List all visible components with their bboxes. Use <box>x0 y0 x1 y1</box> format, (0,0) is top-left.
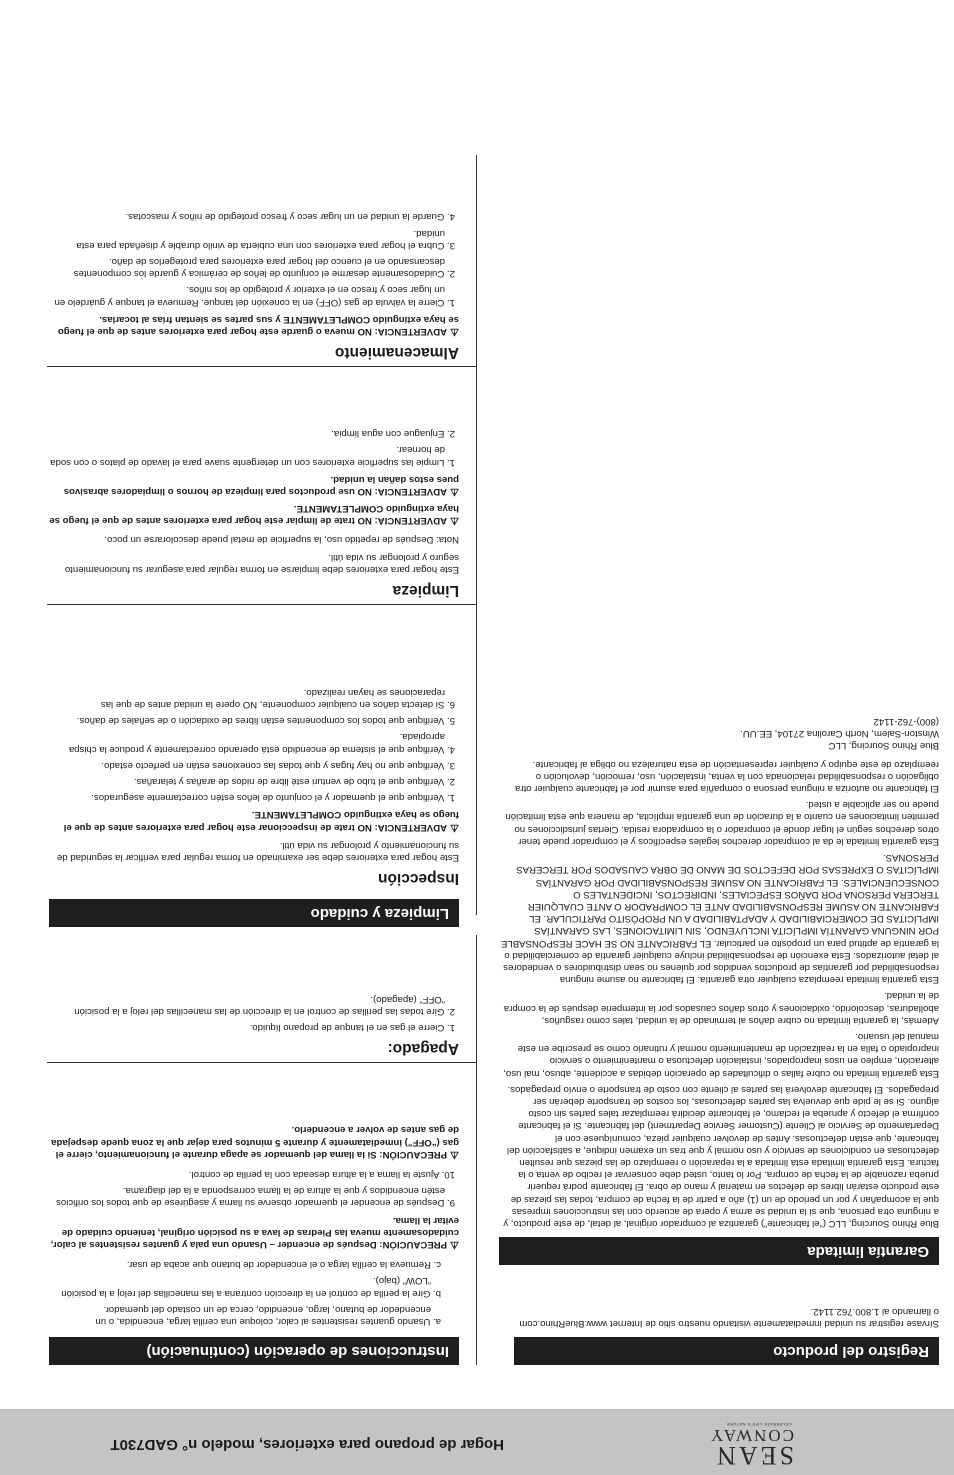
logo-word-2: CONWAY <box>708 1426 794 1445</box>
step-10: 10. Ajuste la llama a la altura deseada con la perilla de control. <box>188 1168 455 1180</box>
caution-flame-out <box>49 1123 459 1160</box>
divider-apagado <box>47 1062 477 1063</box>
registro-text: Sírvase registrar su unidad inmediatamente visitando nuestro sitio de Internet www.BlueRhino.com o llamando al 1.800.762.1142. <box>519 1305 939 1329</box>
inspeccion-step-4: 4. Verifique que el sistema de encendido está operando correctamente y produce la chispa apropiada. <box>68 731 455 755</box>
almacenamiento-step-1: 1. Cierre la válvula de gas (OFF) en la conexión del tanque. Remueva el tanque y guárdelo en un lugar seco y fresco en el exterior y protegido de los niños. <box>54 284 455 308</box>
inspeccion-heading: Inspección <box>378 870 459 887</box>
warning-triangle-icon: ⚠ <box>450 326 459 337</box>
inspeccion-warning <box>49 808 459 832</box>
step-b: b. Gire la perilla de control en la dirección contraria a las manecillas del reloj a la posición “LOW” (bajo). <box>61 1275 441 1299</box>
step-a: a. Usando guantes resistentes al calor, coloque una cerilla larga, encendida, o un encendedor de butano, largo, encendido, cerca de un costado del quemador. <box>95 1303 441 1327</box>
registro-section <box>514 1301 939 1365</box>
almacenamiento-warning-text: ADVERTENCIA: NO mueva o guarde este hogar para exteriores antes de que el fuego se haya extinguido COMPLETAMENTE y sus partes se sientan frías al tocarlas. <box>57 313 459 337</box>
limpieza-step-1: 1. Limpie las superficie exteriores con un detergente suave para el lavado de platos o con soda de hornear. <box>50 444 455 468</box>
warning-triangle-icon: ⚠ <box>450 821 459 833</box>
inspeccion-step-6: 6. Si detecta daños en cualquier componente, NO opere la unidad antes de que las reparaciones se hayan realizado. <box>100 686 455 710</box>
limpieza-cuidado-section <box>49 899 459 927</box>
address-city: Winston-Salem, North Carolina 27104, EE.UU. <box>740 728 939 740</box>
divider-almacenamiento <box>47 366 477 367</box>
limpieza-section <box>49 423 459 599</box>
limpieza-intro: Este hogar para exteriores debe limpiarse en forma regular para asegurar su funcionamiento seguro y prolongar su vida útil. <box>64 551 459 575</box>
limpieza-warning-2 <box>49 473 459 497</box>
apagado-step-1: 1. Cierre el gas en el tanque de propano líquido. <box>249 1022 455 1033</box>
apagado-heading: Apagado: <box>387 1040 459 1057</box>
page-header <box>0 1409 954 1475</box>
almacenamiento-step-2: 2. Cuidadosamente desarme el conjunto de leños de cerámica y guarde los componentes descansando en el cuenco del hogar para exteriores para protegerlos de daño. <box>73 255 455 280</box>
apagado-step-2: 2. Gire todas las perillas de control en la dirección de las manecillas del reloj a la posición “OFF” (apagado). <box>74 993 455 1017</box>
garantia-paragraph-5: Esta garantía limitada le da al comprador derechos legales específicos y el comprador puede tener otros derechos según el lugar donde el comprador o la compradora resida. Ciertas jurisdicciones no permiten limitaciones en cuanto a la duración de una garantía implícita, de manera que esta limitación puede no ser aplicable a usted. <box>505 799 939 847</box>
caution-after-lighting <box>49 1213 459 1250</box>
inspeccion-step-3: 3. Verifique que no hay fugas y que todas las conexiones están en perfecto estado. <box>101 759 455 771</box>
inspeccion-intro: Este hogar para exteriores debe ser examinado en forma regular para verificar la seguridad de su funcionamiento y prolongar su vida útil. <box>56 839 459 863</box>
garantia-paragraph-2: Esta garantía limitada no cubre fallas o dificultades de operación debidas a accidente, abuso, mal uso, alteración, empleo en usos inapropiados, instalación defectuosa o mantenimiento o servicio inapropiado o falla en la realización de mantenimiento normal y rutinario como se prescribe en este manual del usuario. <box>503 1030 939 1079</box>
garantia-paragraph-1: Blue Rhino Sourcing, LLC (“el fabricante”) garantiza al comprador original, al detal, de este producto, y a ninguna otra persona, que si la unidad se arma y opera de acuerdo con las instrucciones impresas que la acompañan y por un periodo de un (1) año a partir de la fecha de compra, todas las piezas de este producto estarán libres de defectos en material y mano de obra. El fabricante podrá requerir prueba razonable de la fecha de compra. Por lo tanto, usted debe conservar el recibo de venta o la factura. Esta garantía limitada está limitada a la reparación o reemplazo de las piezas que resulten defectuosas en condiciones de servicio y uso normal y que tras un examen indique, a satisfacción del fabricante, que están defectuosas. Antes de devolver cualquier pieza, comuníquese con el Departamento de Servicio al Cliente (Customer Service Department) del fabricante. Si el fabricante confirma el defecto y aprueba el reclamo, el fabricante decidirá reemplazar tales partes sin costo alguno. Si se le pide que devuelva las partes defectuosas, los costos de transporte deberán ser prepagados. El fabricante devolverá las partes al cliente con costo de transporte o envío prepagados. <box>503 1083 939 1229</box>
warning-triangle-icon: ⚠ <box>450 1238 459 1250</box>
inspeccion-step-1: 1. Verifique que el quemador y el conjunto de leños estén correctamente asegurados. <box>91 792 455 804</box>
inspeccion-section <box>49 682 459 887</box>
limpieza-warning-1-text: ADVERTENCIA: NO trate de limpiar este hogar para exteriores antes de que el fuego se haya extinguido COMPLETAMENTE. <box>49 503 459 527</box>
step-c: c. Remueva la cerilla larga o el encendedor de butano que acaba de usar. <box>126 1259 441 1271</box>
document-title: Hogar de propano para exteriores, modelo n° GAD730T <box>110 1436 504 1453</box>
garantia-paragraph-4: Esta garantía limitada reemplaza cualquier otra garantía. El fabricante no asume ninguna responsabilidad por garantías de productos vendidos por quienes no sean distribuidores o vendedores al detal autorizados. Esta exención de responsabilidad incluye cualquier garantía de comerciabilidad o la garantía de aptitud para un propósito en particular. EL FABRICANTE NO SE HACE RESPONSABLE POR NINGUNA GARANTÍA IMPLÍCITA INCLUYENDO, SIN LIMITACIONES, LAS GARANTÍAS IMPLÍCITAS DE COMERCIABILIDAD Y ADAPTABILIDAD A UN PROPÓSITO PARTICULAR. EL FABRICANTE NO ASUME RESPONSABILIDAD ANTE EL COMPRADOR O ANTE CUALQUIER TERCERA PERSONA POR DAÑOS ESPECIALES, INDIRECTOS, INCIDENTALES O CONSECUENCIALES. EL FABRICANTE NO ASUME RESPONSABILIDAD POR GARANTÍAS IMPLÍCITAS O EXPRESAS POR DEFECTOS DE MANO DE OBRA CAUSADOS POR TERCERAS PERSONAS. <box>501 852 939 986</box>
logo-tagline: CELEBRATE LIFE'S NATURE <box>726 1422 792 1427</box>
column-divider-bottom <box>476 155 477 915</box>
almacenamiento-step-3: 3. Cubra el hogar para exteriores con una cubierta de vinilo durable y diseñada para esta unidad. <box>76 227 455 251</box>
almacenamiento-warning <box>49 313 459 337</box>
almacenamiento-heading: Almacenamiento <box>334 344 459 361</box>
address-phone: (800)-762-1142 <box>873 716 939 728</box>
garantia-section <box>499 715 939 1265</box>
caution-after-lighting-text: PRECAUCIÓN: Después de encender – Usando una pala y guantes resistentes al calor, cuidadosamente mueva las Piedras de lava a su posición original, teniendo cuidado de evitar la llama. <box>50 1214 459 1250</box>
divider-limpieza <box>47 604 477 605</box>
limpieza-heading: Limpieza <box>392 582 459 599</box>
limpieza-note: Nota: Después de repetido uso, la superficie de metal puede descolorarse un poco. <box>104 533 459 545</box>
manufacturer-address <box>499 715 939 752</box>
limpieza-cuidado-heading-bar: Limpieza y cuidado <box>49 899 459 927</box>
caution-flame-out-text: PRECAUCIÓN: Si la llama del quemador se apaga durante el funcionamiento, cierre el gas (“OFF”) inmediatamente y durante 5 minutos para dejar que la zona quede despejada de gas antes de volver a encenderlo. <box>51 1124 459 1160</box>
almacenamiento-section <box>49 206 459 361</box>
limpieza-step-2: 2. Enjuague con agua limpia. <box>331 428 455 440</box>
logo-word-1: SEAN <box>714 1441 794 1470</box>
inspeccion-step-5: 5. Verifique que todos los componentes están libres de oxidación o de señales de daños. <box>76 715 455 727</box>
inspeccion-step-2: 2. Verifique que el tubo de venturi esté libre de nidos de arañas y telarañas. <box>133 775 455 787</box>
column-divider-top <box>476 935 477 1365</box>
almacenamiento-step-4: 4. Guarde la unidad en un lugar seco y fresco protegido de niños y mascotas. <box>125 211 455 223</box>
brand-logo <box>708 1421 794 1470</box>
warning-triangle-icon: ⚠ <box>450 515 459 527</box>
limpieza-warning-2-text: ADVERTENCIA: NO use productos para limpieza de hornos o limpiadores abrasivos pues estos dañan la unidad. <box>63 473 459 497</box>
registro-heading-bar: Registro del producto <box>514 1337 939 1365</box>
garantia-paragraph-3: Además, la garantía limitada no cubre daños al terminado de la unidad, tales como rasguños, abolladuras, descolorido, oxidaciones y otros daños causados por la intemperie después de la compra de la unidad. <box>503 990 939 1026</box>
step-9: 9. Después de encender el quemador observe su llama y asegúrese de que todos los orificios estén encendidos y que la altura de la llama corresponda a la del diagrama. <box>56 1185 455 1209</box>
limpieza-warning-1 <box>49 502 459 526</box>
instrucciones-heading-bar: Instrucciones de operación (continuación) <box>49 1337 459 1365</box>
instrucciones-section <box>49 1118 459 1365</box>
inspeccion-warning-text: ADVERTENCIA: NO trate de inspeccionar este hogar para exteriores antes de que el fuego se haya extinguido COMPLETAMENTE. <box>63 809 459 833</box>
garantia-paragraph-6: El fabricante no autoriza a ninguna persona o compañía para asumir por el fabricante cualquier otra obligación o responsabilidad relacionada con la venta, instalación, uso, remoción, devolución o reemplazo de este equipo y cualquier representación de esta naturaleza no obliga al fabricante. <box>515 758 939 795</box>
warning-triangle-icon: ⚠ <box>450 1148 459 1160</box>
warning-triangle-icon: ⚠ <box>450 485 459 497</box>
apagado-section <box>49 988 459 1057</box>
garantia-heading-bar: Garantía limitada <box>499 1237 939 1265</box>
address-company: Blue Rhino Sourcing, LLC <box>828 740 939 752</box>
